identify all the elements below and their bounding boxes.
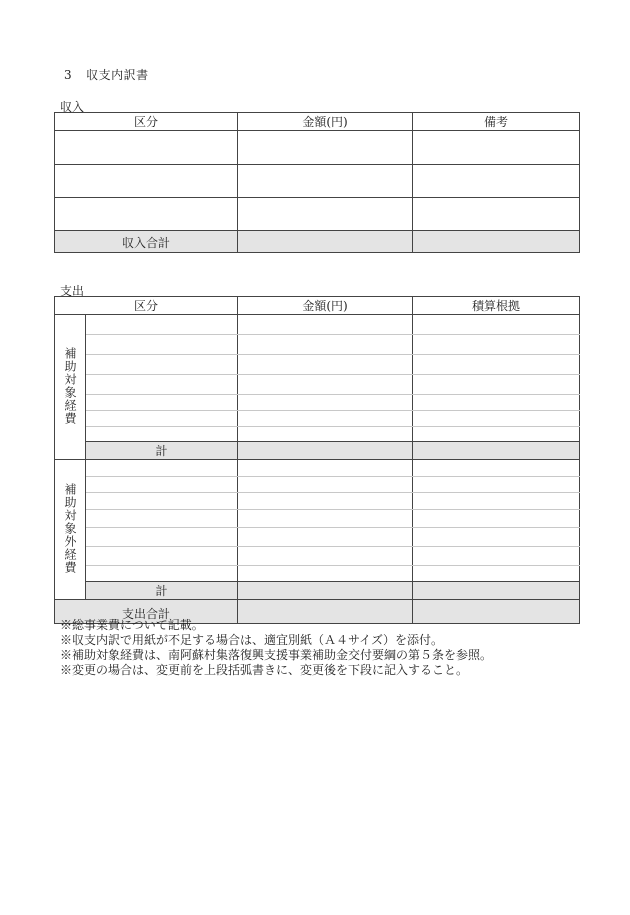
non-subsidy-subtotal-amount[interactable] — [238, 582, 413, 600]
subsidy-amount-cell[interactable] — [238, 315, 413, 335]
subsidy-category-cell[interactable] — [86, 375, 238, 395]
non-subsidy-row — [55, 547, 580, 566]
income-total-row — [55, 231, 580, 253]
subsidy-amount-cell[interactable] — [238, 395, 413, 411]
non-subsidy-amount-cell[interactable] — [238, 510, 413, 528]
income-amount-cell[interactable] — [238, 198, 413, 231]
income-category-cell[interactable] — [55, 131, 238, 165]
subsidy-category-cell[interactable] — [86, 427, 238, 442]
non-subsidy-category-cell[interactable] — [86, 460, 238, 477]
expense-header-basis: 積算根拠 — [413, 297, 580, 315]
non-subsidy-category-cell[interactable] — [86, 477, 238, 493]
subsidy-category-cell[interactable] — [86, 395, 238, 411]
income-total-remarks[interactable] — [413, 231, 580, 253]
expense-table — [54, 296, 580, 624]
income-row — [55, 198, 580, 231]
non-subsidy-amount-cell[interactable] — [238, 566, 413, 582]
subsidy-basis-cell[interactable] — [413, 335, 580, 355]
non-subsidy-category-cell[interactable] — [86, 493, 238, 510]
subsidy-category-cell[interactable] — [86, 315, 238, 335]
non-subsidy-row — [55, 460, 580, 477]
non-subsidy-amount-cell[interactable] — [238, 460, 413, 477]
subsidy-subtotal-label: 計 — [86, 442, 238, 460]
expense-header-row — [55, 297, 580, 315]
subsidy-section-label: 補助対象経費 — [63, 346, 77, 425]
non-subsidy-basis-cell[interactable] — [413, 566, 580, 582]
income-label: 収入 — [60, 100, 85, 114]
income-row — [55, 131, 580, 165]
non-subsidy-category-cell[interactable] — [86, 510, 238, 528]
subsidy-basis-cell[interactable] — [413, 355, 580, 375]
subsidy-basis-cell[interactable] — [413, 375, 580, 395]
subsidy-amount-cell[interactable] — [238, 411, 413, 427]
non-subsidy-row — [55, 493, 580, 510]
non-subsidy-subtotal-row — [55, 582, 580, 600]
expense-label: 支出 — [60, 284, 85, 298]
income-header-amount: 金額(円) — [238, 113, 413, 131]
expense-header-amount: 金額(円) — [238, 297, 413, 315]
non-subsidy-category-cell[interactable] — [86, 547, 238, 566]
non-subsidy-amount-cell[interactable] — [238, 547, 413, 566]
subsidy-amount-cell[interactable] — [238, 375, 413, 395]
subsidy-amount-cell[interactable] — [238, 427, 413, 442]
non-subsidy-basis-cell[interactable] — [413, 460, 580, 477]
non-subsidy-row — [55, 510, 580, 528]
non-subsidy-section-label: 補助対象外経費 — [63, 482, 77, 574]
subsidy-basis-cell[interactable] — [413, 411, 580, 427]
income-category-cell[interactable] — [55, 198, 238, 231]
income-remarks-cell[interactable] — [413, 198, 580, 231]
subsidy-basis-cell[interactable] — [413, 427, 580, 442]
non-subsidy-row — [55, 477, 580, 493]
subsidy-category-cell[interactable] — [86, 335, 238, 355]
subsidy-row — [55, 411, 580, 427]
income-total-label: 収入合計 — [55, 231, 238, 253]
non-subsidy-category-cell[interactable] — [86, 566, 238, 582]
non-subsidy-subtotal-basis[interactable] — [413, 582, 580, 600]
non-subsidy-amount-cell[interactable] — [238, 477, 413, 493]
section-title: 収支内訳書 — [86, 68, 149, 82]
note-line: ※変更の場合は、変更前を上段括弧書きに、変更後を下段に記入すること。 — [60, 663, 469, 677]
income-header-remarks: 備考 — [413, 113, 580, 131]
income-remarks-cell[interactable] — [413, 131, 580, 165]
expense-header-category: 区分 — [55, 297, 238, 315]
subsidy-section-label-cell — [55, 315, 86, 460]
income-amount-cell[interactable] — [238, 131, 413, 165]
expense-total-label: 支出合計 — [55, 600, 238, 624]
income-header-row — [55, 113, 580, 131]
non-subsidy-basis-cell[interactable] — [413, 528, 580, 547]
non-subsidy-basis-cell[interactable] — [413, 477, 580, 493]
income-amount-cell[interactable] — [238, 165, 413, 198]
subsidy-subtotal-row — [55, 442, 580, 460]
note-line: ※補助対象経費は、南阿蘇村集落復興支援事業補助金交付要綱の第５条を参照。 — [60, 648, 493, 662]
non-subsidy-basis-cell[interactable] — [413, 510, 580, 528]
non-subsidy-basis-cell[interactable] — [413, 493, 580, 510]
page-title — [64, 66, 149, 83]
subsidy-row — [55, 355, 580, 375]
subsidy-subtotal-basis[interactable] — [413, 442, 580, 460]
income-remarks-cell[interactable] — [413, 165, 580, 198]
subsidy-row — [55, 315, 580, 335]
non-subsidy-row — [55, 528, 580, 547]
note-line: ※収支内訳で用紙が不足する場合は、適宜別紙（Ａ４サイズ）を添付。 — [60, 633, 444, 647]
subsidy-row — [55, 427, 580, 442]
notes — [60, 618, 492, 678]
subsidy-category-cell[interactable] — [86, 355, 238, 375]
subsidy-category-cell[interactable] — [86, 411, 238, 427]
non-subsidy-category-cell[interactable] — [86, 528, 238, 547]
subsidy-basis-cell[interactable] — [413, 395, 580, 411]
income-category-cell[interactable] — [55, 165, 238, 198]
note-line: ※総事業費について記載。 — [60, 618, 204, 632]
subsidy-row — [55, 335, 580, 355]
non-subsidy-row — [55, 566, 580, 582]
subsidy-row — [55, 395, 580, 411]
non-subsidy-amount-cell[interactable] — [238, 528, 413, 547]
non-subsidy-subtotal-label: 計 — [86, 582, 238, 600]
subsidy-row — [55, 375, 580, 395]
income-row — [55, 165, 580, 198]
non-subsidy-amount-cell[interactable] — [238, 493, 413, 510]
section-number: 3 — [64, 68, 73, 82]
income-header-category: 区分 — [55, 113, 238, 131]
subsidy-basis-cell[interactable] — [413, 315, 580, 335]
subsidy-amount-cell[interactable] — [238, 335, 413, 355]
subsidy-amount-cell[interactable] — [238, 355, 413, 375]
subsidy-subtotal-amount[interactable] — [238, 442, 413, 460]
non-subsidy-basis-cell[interactable] — [413, 547, 580, 566]
non-subsidy-section-label-cell — [55, 460, 86, 600]
income-table — [54, 112, 580, 253]
income-total-amount[interactable] — [238, 231, 413, 253]
